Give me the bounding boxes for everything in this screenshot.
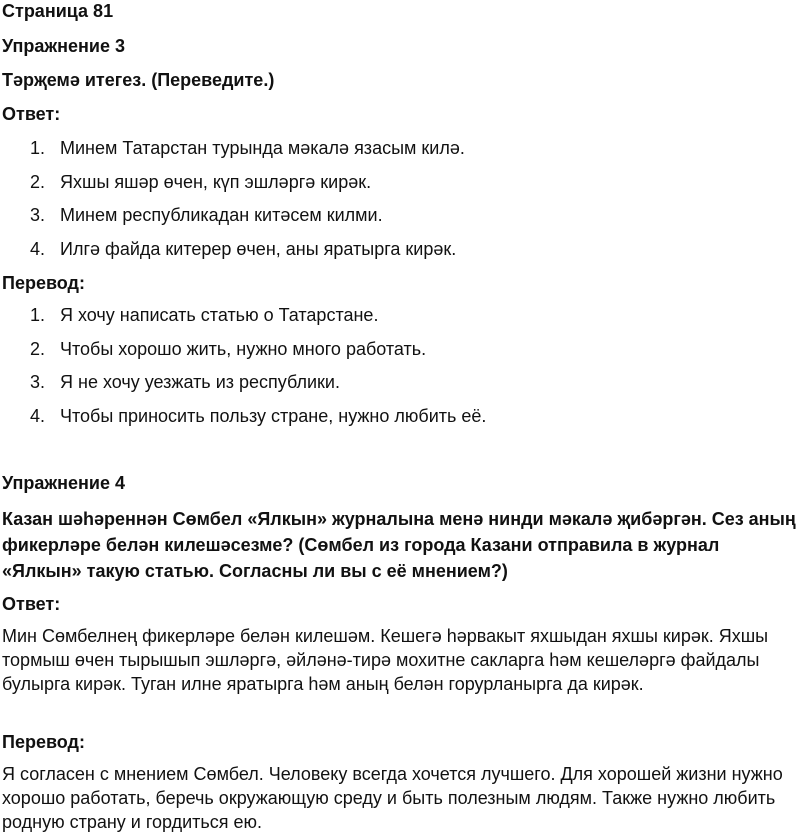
list-item-text: Яхшы яшәр өчен, күп эшләргә кирәк. [60,171,372,192]
exercise-4-answer: Мин Сөмбелнең фикерләре белән килешәм. Кешегә һәрвакыт яхшыдан яхшы кирәк. Яхшы тормыш өчен тырышып эшләргә, әйләнә-тирә мохитне сакларга һәм кешеләргә файдалы булырга кирәк. Туган илне яратырга һәм аның белән горурланырга да кирәк. [2,626,769,694]
list-item-number: 3. [30,205,46,225]
list-item-number: 1. [30,138,46,158]
list-item-number: 4. [30,405,46,426]
list-item-number: 3. [30,372,46,392]
list-item-text: Я хочу написать статью о Татарстане. [60,305,379,325]
list-item-number: 2. [30,338,46,359]
exercise-3-title: Упражнение 3 [2,36,125,56]
list-item-text: Минем республикадан китәсем килми. [60,205,383,225]
list-item-text: Чтобы хорошо жить, нужно много работать. [60,338,427,359]
exercise-4-title: Упражнение 4 [2,473,125,493]
exercise-3-translation-label: Перевод: [2,273,85,293]
list-item-number: 4. [30,238,46,259]
list-item-text: Чтобы приносить пользу стране, нужно любить её. [60,405,487,426]
exercise-3-answer-label: Ответ: [2,104,61,124]
list-item-number: 2. [30,171,46,192]
exercise-4-task: Казан шәһәреннән Сөмбел «Ялкын» журналына менә нинди мәкалә җибәргән. Сез аның фикерләре белән килешәсезме? (Сөмбел из города Казани отправила в журнал «Ялкын» такую статью. Согласны ли вы с её мнением?) [2,509,796,581]
exercise-4-translation: Я согласен с мнением Сөмбел. Человеку всегда хочется лучшего. Для хорошей жизни нужно хорошо работать, беречь окружающую среду и быть полезным людям. Также нужно любить родную страну и гордиться ею. [2,764,783,832]
list-item-text: Илгә файда китерер өчен, аны яратырга кирәк. [60,238,457,259]
exercise-4-translation-label: Перевод: [2,732,85,752]
list-item-number: 1. [30,305,46,325]
exercise-4-answer-label: Ответ: [2,594,61,614]
page-title: Страница 81 [2,1,114,21]
exercise-3-task: Тәрҗемә итегез. (Переведите.) [2,70,275,90]
list-item-text: Я не хочу уезжать из республики. [60,372,340,392]
list-item-text: Минем Татарстан турында мәкалә язасым килә. [60,138,465,158]
